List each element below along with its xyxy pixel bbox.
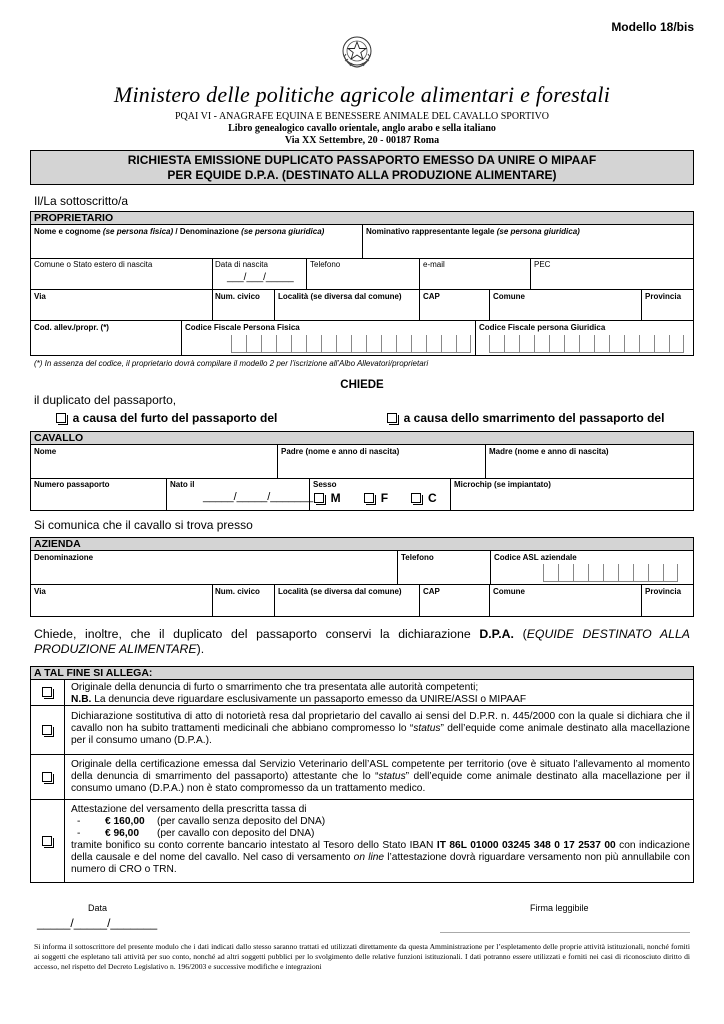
location-intro: Si comunica che il cavallo si trova presso: [34, 518, 253, 532]
owner-pec-label: PEC: [534, 260, 551, 269]
book-name: Libro genealogico cavallo orientale, anglo arabo e sella italiano: [228, 123, 496, 134]
horse-born-label: Nato il: [170, 480, 195, 489]
owner-footnote: (*) In assenza del codice, il proprietario dovrà compilare il modello 2 per l’iscrizione all’Albo Allevatori/proprietari: [34, 359, 429, 368]
owner-tax-code-person-label: Codice Fiscale Persona Fisica: [185, 323, 300, 332]
signature-date-blank[interactable]: _____/_____/_______: [37, 916, 158, 930]
horse-father-label: Padre (nome e anno di nascita): [281, 447, 400, 456]
checkbox-icon[interactable]: [387, 413, 397, 423]
checkbox-icon[interactable]: [56, 413, 66, 423]
owner-locality-label: Località (se diversa dal comune): [278, 292, 402, 301]
attachment-item-1: Originale della denuncia di furto o smarrimento che tra presentata alle autorità competenti; N.B. La denuncia deve riguardare esclusivamente un passaporto emesso da UNIRE/ASSI o MIPAAF: [31, 680, 693, 705]
company-phone-label: Telefono: [401, 553, 434, 562]
owner-tax-code-company-label: Codice Fiscale persona Giuridica: [479, 323, 606, 332]
horse-sex-label: Sesso: [313, 480, 337, 489]
model-code: Modello 18/bis: [611, 20, 694, 34]
owner-birthplace-label: Comune o Stato estero di nascita: [34, 260, 153, 269]
horse-mother-label: Madre (nome e anno di nascita): [489, 447, 609, 456]
office-name: PQAI VI - ANAGRAFE EQUINA E BENESSERE ANIMALE DEL CAVALLO SPORTIVO: [174, 111, 550, 122]
company-municipality-label: Comune: [493, 587, 525, 596]
horse-birth-date-blank[interactable]: _____/_____/_______: [203, 491, 314, 503]
attachment-item-2: Dichiarazione sostitutiva di atto di notorietà resa dal proprietario del cavallo ai sensi del D.P.R. n. 445/2000 con la quale si dichiara che il cavallo non ha subito trattamenti medicinali che abbiano compromesso lo “status” dell’equide come animale destinato alla macellazione per il consumo umano (D.P.A.).: [31, 705, 693, 755]
owner-civic-label: Num. civico: [215, 292, 260, 301]
company-name-label: Denominazione: [34, 553, 94, 562]
company-civic-label: Num. civico: [215, 587, 260, 596]
company-street-label: Via: [34, 587, 46, 596]
owner-name-label: Nome e cognome (se persona fisica) / Denominazione (se persona giuridica): [34, 227, 325, 236]
company-cap-label: CAP: [423, 587, 440, 596]
horse-name-label: Nome: [34, 447, 57, 456]
owner-header: PROPRIETARIO: [31, 212, 693, 225]
signature-label: Firma leggibile: [530, 903, 589, 913]
owner-tax-code-person-boxes[interactable]: [231, 335, 471, 353]
checkbox-icon[interactable]: [42, 687, 52, 697]
owner-breeder-code-label: Cod. allev./propr. (*): [34, 323, 109, 332]
horse-passport-number-label: Numero passaporto: [34, 480, 110, 489]
company-section: [30, 537, 694, 617]
checkbox-icon[interactable]: [42, 836, 52, 846]
checkbox-icon[interactable]: [314, 493, 324, 503]
company-asl-code-boxes[interactable]: [543, 564, 678, 582]
horse-microchip-label: Microchip (se impiantato): [454, 480, 551, 489]
company-province-label: Provincia: [645, 587, 682, 596]
owner-province-label: Provincia: [645, 292, 682, 301]
asks-heading: CHIEDE: [340, 379, 384, 391]
horse-header: CAVALLO: [31, 432, 693, 445]
owner-birthdate-label: Data di nascita: [215, 260, 268, 269]
company-asl-code-label: Codice ASL aziendale: [494, 553, 577, 562]
company-header: AZIENDA: [31, 538, 693, 551]
option-loss[interactable]: a causa dello smarrimento del passaporto del: [387, 411, 664, 425]
checkbox-icon[interactable]: [42, 772, 52, 782]
ministry-address: Via XX Settembre, 20 - 00187 Roma: [284, 135, 440, 146]
ministry-name: Ministero delle politiche agricole alimentari e forestali: [113, 82, 611, 107]
owner-section: [30, 211, 694, 356]
form-title-box: [30, 150, 694, 185]
owner-legal-rep-label: Nominativo rappresentante legale (se persona giuridica): [366, 227, 580, 236]
attachment-item-4: Attestazione del versamento della prescritta tassa di - € 160,00 (per cavallo senza deposito del DNA) - € 96,00 (per cavallo con deposito del DNA) tramite bonifico su conto corrente bancario intestato al Tesoro dello Stato IBAN IT 86L 01000 03245 348 0 17 2537 00 con indicazione della causale e del nome del cavallo. Nel caso di versamento on line l’attestazione dovrà riguardare versamento non più annullabile con numero di CRO o TRN.: [31, 799, 693, 883]
owner-cap-label: CAP: [423, 292, 440, 301]
privacy-notice: Si informa il sottoscrittore del presente modulo che i dati indicati dallo stesso saranno trattati ed utilizzati direttamente da questa Amministrazione per l’espletamento delle proprie attività istituzionali, nonché forniti ai soggetti che espletano tali attività per suo conto, nonché ad altri soggetti pubblici per lo svolgimento delle relative funzioni istituzionali. I dati potranno essere utilizzati e forniti nei casi di riconosciuto diritto di accesso, nel rispetto del Decreto Legislativo n. 196/2003 e successive modifiche e integrazioni: [34, 942, 690, 971]
option-theft[interactable]: a causa del furto del passaporto del: [56, 411, 277, 425]
checkbox-icon[interactable]: [364, 493, 374, 503]
horse-sex-options[interactable]: M F C: [314, 491, 437, 505]
signature-line[interactable]: [440, 932, 690, 933]
attachment-item-3: Originale della certificazione emessa dal Servizio Veterinario dell’ASL competente per territorio (ove è situato l’allevamento al momento della denuncia di smarrimento del passaporto) attestante che lo “status” dell’equide come animale destinato alla macellazione per il consumo umano (D.P.A.) non è stato compromesso da un trattamento medico.: [31, 754, 693, 800]
form-title-line1: RICHIESTA EMISSIONE DUPLICATO PASSAPORTO EMESSO DA UNIRE O MIPAAF: [127, 153, 597, 167]
owner-birthdate-blank[interactable]: ___/___/_____: [227, 272, 294, 283]
owner-email-label: e-mail: [423, 260, 445, 269]
checkbox-icon[interactable]: [42, 725, 52, 735]
attachments-section: [30, 666, 694, 883]
italian-emblem-icon: [340, 34, 374, 70]
undersigned-label: Il/La sottoscritto/a: [34, 194, 129, 208]
form-title-line2: PER EQUIDE D.P.A. (DESTINATO ALLA PRODUZIONE ALIMENTARE): [167, 168, 557, 182]
owner-municipality-label: Comune: [493, 292, 525, 301]
owner-phone-label: Telefono: [310, 260, 341, 269]
owner-street-label: Via: [34, 292, 46, 301]
dpa-request-text: Chiede, inoltre, che il duplicato del passaporto conservi la dichiarazione D.P.A. (EQUIDE DESTINATO ALLA PRODUZIONE ALIMENTARE).: [34, 627, 691, 656]
date-label: Data: [88, 903, 108, 913]
owner-tax-code-company-boxes[interactable]: [489, 335, 684, 353]
checkbox-icon[interactable]: [411, 493, 421, 503]
horse-section: [30, 431, 694, 511]
duplicate-label: il duplicato del passaporto,: [34, 393, 177, 407]
company-locality-label: Località (se diversa dal comune): [278, 587, 402, 596]
attachments-header: A TAL FINE SI ALLEGA:: [31, 667, 693, 680]
